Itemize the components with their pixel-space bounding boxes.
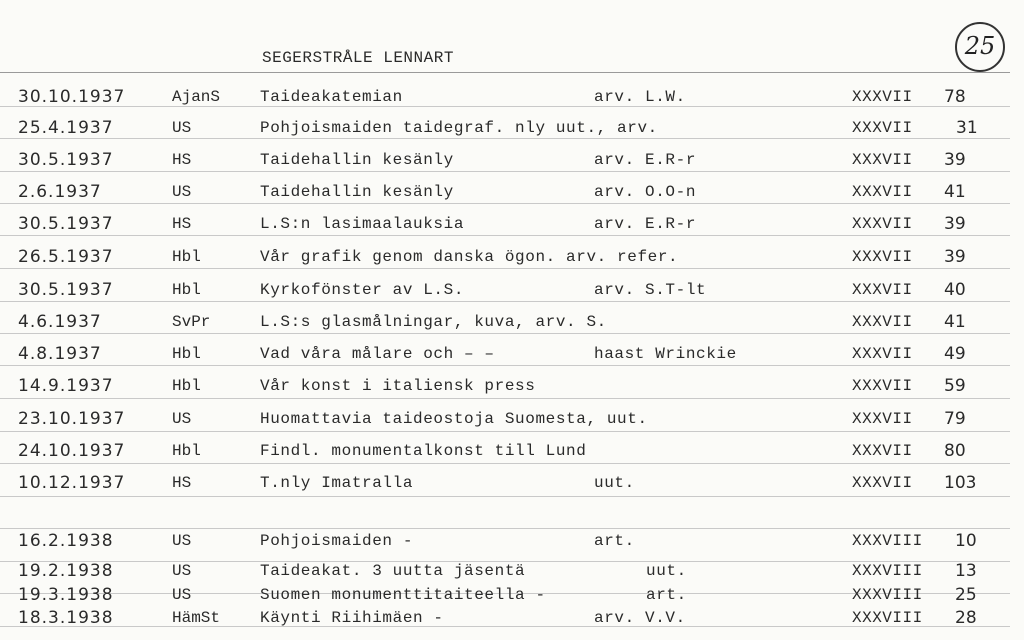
entry-row [0, 344, 1024, 376]
entry-note: arv. L.W. [594, 88, 686, 106]
entry-row [0, 280, 1024, 312]
card-number-circled: 25 [955, 22, 1005, 72]
entry-title: Taidehallin kesänly [260, 183, 454, 201]
entry-page: 78 [944, 87, 966, 107]
entry-page: 41 [944, 312, 966, 332]
entry-page: 41 [944, 182, 966, 202]
entry-volume: XXXVII [852, 313, 913, 331]
entry-source: US [172, 586, 192, 604]
entry-page: 39 [944, 150, 966, 170]
entry-date: 14.9.1937 [18, 376, 114, 396]
entry-date: 2.6.1937 [18, 182, 102, 202]
entry-page: 103 [944, 473, 977, 493]
entry-page: 10 [955, 531, 977, 551]
entry-source: US [172, 410, 192, 428]
entry-source: HS [172, 474, 192, 492]
entry-date: 30.5.1937 [18, 280, 114, 300]
entry-page: 25 [955, 585, 977, 605]
entry-title: Vår grafik genom danska ögon. arv. refer. [260, 248, 679, 266]
entry-source: Hbl [172, 442, 201, 460]
entry-volume: XXXVII [852, 377, 913, 395]
entry-title: Findl. monumentalkonst till Lund [260, 442, 587, 460]
entry-note: art. [646, 586, 687, 604]
entry-volume: XXXVII [852, 345, 913, 363]
entry-source: SvPr [172, 313, 211, 331]
entry-row [0, 608, 1024, 640]
entry-note: haast Wrinckie [594, 345, 737, 363]
entry-title: Vår konst i italiensk press [260, 377, 536, 395]
entry-title: Vad våra målare och – – [260, 345, 495, 363]
entry-title: Taideakatemian [260, 88, 403, 106]
entry-row [0, 87, 1024, 119]
entry-source: AjanS [172, 88, 221, 106]
entry-source: Hbl [172, 248, 201, 266]
entry-page: 79 [944, 409, 966, 429]
entry-volume: XXXVII [852, 442, 913, 460]
entry-volume: XXXVIII [852, 609, 923, 627]
entry-title: Pohjoismaiden - [260, 532, 414, 550]
entry-date: 4.6.1937 [18, 312, 102, 332]
entry-volume: XXXVII [852, 248, 913, 266]
entry-date: 4.8.1937 [18, 344, 102, 364]
entry-note: arv. S.T-lt [594, 281, 707, 299]
entry-source: US [172, 562, 192, 580]
entry-row [0, 376, 1024, 408]
entry-date: 25.4.1937 [18, 118, 114, 138]
entry-volume: XXXVII [852, 410, 913, 428]
entry-page: 40 [944, 280, 966, 300]
entry-title: Suomen monumenttitaiteella - [260, 586, 546, 604]
entry-volume: XXXVII [852, 474, 913, 492]
entry-date: 26.5.1937 [18, 247, 114, 267]
entry-note: art. [594, 532, 635, 550]
entry-title: Huomattavia taideostoja Suomesta, uut. [260, 410, 648, 428]
entry-title: Käynti Riihimäen - [260, 609, 444, 627]
ruled-line [0, 528, 1010, 529]
entry-title: L.S:n lasimaalauksia [260, 215, 465, 233]
entry-source: US [172, 119, 192, 137]
entry-date: 24.10.1937 [18, 441, 126, 461]
entry-row [0, 247, 1024, 279]
entry-source: HämSt [172, 609, 221, 627]
entry-volume: XXXVII [852, 183, 913, 201]
entry-row [0, 312, 1024, 344]
entry-title: Pohjoismaiden taidegraf. nly uut., arv. [260, 119, 658, 137]
entry-date: 30.5.1937 [18, 150, 114, 170]
entry-date: 30.10.1937 [18, 87, 126, 107]
entry-note: arv. E.R-r [594, 215, 697, 233]
entry-source: Hbl [172, 281, 201, 299]
entry-note: arv. V.V. [594, 609, 686, 627]
entry-title: Taideakat. 3 uutta jäsentä [260, 562, 526, 580]
entry-volume: XXXVII [852, 281, 913, 299]
entry-date: 19.3.1938 [18, 585, 114, 605]
entry-row [0, 409, 1024, 441]
entry-source: US [172, 532, 192, 550]
entry-page: 31 [956, 118, 978, 138]
entry-date: 23.10.1937 [18, 409, 126, 429]
entry-note: uut. [594, 474, 635, 492]
entry-date: 18.3.1938 [18, 608, 114, 628]
entry-volume: XXXVII [852, 215, 913, 233]
entry-volume: XXXVII [852, 88, 913, 106]
entry-volume: XXXVII [852, 119, 913, 137]
entry-source: HS [172, 215, 192, 233]
entry-page: 49 [944, 344, 966, 364]
entry-page: 39 [944, 214, 966, 234]
entry-date: 16.2.1938 [18, 531, 114, 551]
entry-source: Hbl [172, 345, 201, 363]
entry-date: 19.2.1938 [18, 561, 114, 581]
entry-source: HS [172, 151, 192, 169]
entry-source: Hbl [172, 377, 201, 395]
entry-page: 59 [944, 376, 966, 396]
entry-row [0, 214, 1024, 246]
entry-volume: XXXVII [852, 151, 913, 169]
entry-row [0, 150, 1024, 182]
card-heading: SEGERSTRÅLE LENNART [262, 49, 454, 67]
entry-title: L.S:s glasmålningar, kuva, arv. S. [260, 313, 607, 331]
entry-note: arv. E.R-r [594, 151, 697, 169]
entry-source: US [172, 183, 192, 201]
ruled-line [0, 72, 1010, 73]
entry-date: 10.12.1937 [18, 473, 126, 493]
entry-page: 28 [955, 608, 977, 628]
entry-note: uut. [646, 562, 687, 580]
entry-volume: XXXVIII [852, 532, 923, 550]
entry-note: arv. O.O-n [594, 183, 697, 201]
entry-title: Taidehallin kesänly [260, 151, 454, 169]
entry-date: 30.5.1937 [18, 214, 114, 234]
entry-page: 80 [944, 441, 966, 461]
entry-row [0, 441, 1024, 473]
entry-row [0, 473, 1024, 505]
entry-page: 13 [955, 561, 977, 581]
entry-title: T.nly Imatralla [260, 474, 414, 492]
entry-row [0, 531, 1024, 563]
entry-title: Kyrkofönster av L.S. [260, 281, 465, 299]
entry-row [0, 118, 1024, 150]
entry-row [0, 182, 1024, 214]
entry-page: 39 [944, 247, 966, 267]
entry-volume: XXXVIII [852, 562, 923, 580]
entry-volume: XXXVIII [852, 586, 923, 604]
